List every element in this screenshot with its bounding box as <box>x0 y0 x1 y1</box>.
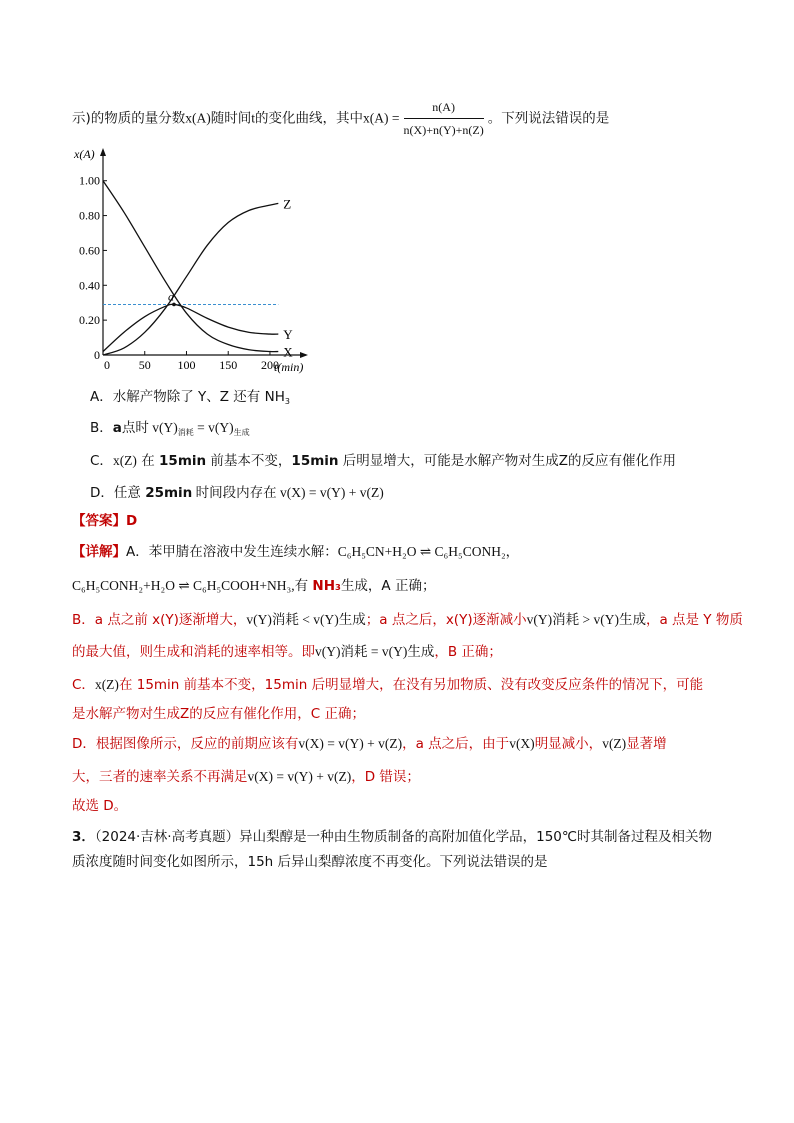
explain-7a: D．根据图像所示，反应的前期应该有 <box>72 736 299 752</box>
x-axis-arrow <box>300 352 308 358</box>
explain-line-3 <box>72 611 743 629</box>
point-a-label: a <box>167 289 174 304</box>
intro-text-4: 。下列说法错误的是 <box>487 110 610 127</box>
option-b-sub1: 消耗 <box>177 428 194 437</box>
y-tick-label: 0.80 <box>79 208 100 223</box>
explain-5a: C． <box>72 677 95 693</box>
answer-label: 【答案】 <box>72 513 126 529</box>
explain-8c: ，D 错误； <box>351 769 420 785</box>
q3-line-1 <box>72 828 712 846</box>
explain-7d: v(X) <box>509 736 535 751</box>
intro-text-2: 随时间 <box>210 110 252 127</box>
x-tick-label: 50 <box>138 358 151 372</box>
explain-8a: 大，三者的速率关系不再满足 <box>72 769 248 785</box>
explain-line-1 <box>72 543 519 561</box>
explain-1a: A．苯甲腈在溶液中发生连续水解： <box>126 544 338 560</box>
y-tick-label: 1.00 <box>79 173 100 188</box>
explain-9: 故选 D。 <box>72 798 128 814</box>
explain-7b: v(X) = v(Y) + v(Z) <box>298 736 403 751</box>
option-b-prefix: B． <box>90 420 113 436</box>
answer-line <box>72 512 137 530</box>
explain-3d: v(Y)消耗 > v(Y)生成 <box>526 612 646 627</box>
mole-fraction-chart <box>70 142 310 374</box>
option-c-text3: 后明显增大，可能是水解产物对生成Z的反应有催化作用 <box>338 453 677 469</box>
option-b-text: 点时 v(Y) <box>121 420 178 435</box>
explain-line-8 <box>72 768 420 786</box>
option-a-sub: 3 <box>284 397 290 406</box>
series-x-label: X <box>283 344 293 360</box>
option-c-text2: 前基本不变， <box>206 453 292 469</box>
fraction-numerator: n(A) <box>404 98 484 119</box>
option-d-text: 时间段内存在 v(X) = v(Y) + v(Z) <box>192 485 384 500</box>
intro-text: 示)的物质的量分数 <box>72 110 186 127</box>
explain-3c: ；a 点之后，x(Y)逐渐减小 <box>365 612 527 628</box>
y-axis-label: x(A) <box>74 147 95 161</box>
explain-1b: C₆H₅CN+H₂O ⇌ C₆H₅CONH₂， <box>337 544 520 559</box>
x-tick-label: 150 <box>219 358 238 372</box>
explain-2c: 生成，A 正确； <box>340 578 436 594</box>
option-a-text: A．水解产物除了 Y、Z 还有 NH <box>90 389 285 405</box>
intro-t: t <box>251 110 256 126</box>
explain-3e: ，a 点是 Y 物质 <box>645 612 743 628</box>
explain-2b: 有 <box>294 578 313 594</box>
explain-4c: ，B 正确； <box>434 644 502 660</box>
explain-line-4 <box>72 643 502 661</box>
series-y-label: Y <box>283 327 293 343</box>
explain-line-6 <box>72 705 365 723</box>
explain-4b: v(Y)消耗 = v(Y)生成 <box>315 644 435 659</box>
explain-3a: B．a 点之前 x(Y)逐渐增大， <box>72 612 247 628</box>
explain-3b: v(Y)消耗 < v(Y)生成 <box>246 612 366 627</box>
answer-value: D <box>126 513 138 529</box>
explain-line-9 <box>72 797 127 815</box>
option-c-prefix: C． <box>90 453 113 469</box>
eq-lhs: x(A) = <box>363 110 400 126</box>
fraction-denominator: n(X)+n(Y)+n(Z) <box>403 123 484 137</box>
explain-line-7 <box>72 735 667 753</box>
option-c-x: x(Z) <box>112 453 137 468</box>
option-c-time2: 15min <box>291 453 339 469</box>
y-tick-label: 0.60 <box>79 243 100 258</box>
chart-labels <box>73 147 303 374</box>
option-b-point: a <box>112 420 122 436</box>
series-x-line <box>103 181 278 352</box>
explain-4a: 的最大值，则生成和消耗的速率相等。即 <box>72 644 315 660</box>
explain-7g: 显著增 <box>626 736 667 752</box>
explain-8b: v(X) = v(Y) + v(Z) <box>247 769 352 784</box>
option-c-text1: 在 <box>136 453 160 469</box>
q3-text-2: 质浓度随时间变化如图所示，15h 后异山梨醇浓度不再变化。下列说法错误的是 <box>72 854 548 870</box>
option-a <box>90 385 290 406</box>
intro-xA: x(A) <box>185 110 211 126</box>
y-tick-label: 0.40 <box>79 278 100 293</box>
q3-text-1: 异山梨醇是一种由生物质制备的高附加值化学品，150℃时其制备过程及相关物 <box>239 829 713 845</box>
intro-line <box>72 98 609 139</box>
explain-line-5 <box>72 676 703 694</box>
q3-line-2 <box>72 853 548 871</box>
chart-ticks <box>79 174 279 372</box>
series-z-label: Z <box>283 196 292 212</box>
explain-label: 【详解】 <box>72 544 126 560</box>
option-b <box>90 416 250 438</box>
option-d-prefix: D．任意 <box>90 485 146 501</box>
explain-7f: v(Z) <box>602 736 627 751</box>
explain-line-2 <box>72 577 435 595</box>
y-tick-label: 0.20 <box>79 313 100 328</box>
option-b-eq: = v(Y) <box>193 420 234 435</box>
y-axis-arrow <box>100 148 106 156</box>
y-tick-label: 0 <box>94 348 100 362</box>
x-tick-label: 200 <box>260 358 279 372</box>
explain-2a: C₆H₅CONH₂+H₂O ⇌ C₆H₅COOH+NH₃, <box>72 578 295 593</box>
explain-7c: ，a 点之后，由于 <box>402 736 510 752</box>
explain-7e: 明显减小， <box>534 736 603 752</box>
option-c-time1: 15min <box>159 453 207 469</box>
option-d <box>90 481 384 501</box>
explain-2-nh3: NH₃ <box>312 578 341 594</box>
x-axis-label: t(min) <box>274 360 304 374</box>
x-tick-label: 0 <box>104 358 110 372</box>
explain-6: 是水解产物对生成Z的反应有催化作用，C 正确； <box>72 706 365 722</box>
explain-5c: 在 15min 前基本不变，15min 后明显增大，在没有另加物质、没有改变反应条件的情况下，可能 <box>118 677 704 693</box>
option-d-time: 25min <box>145 485 193 501</box>
q3-number: 3． <box>72 829 95 845</box>
fraction <box>404 98 484 139</box>
intro-text-3: 的变化曲线，其中 <box>255 110 364 127</box>
x-tick-label: 100 <box>177 358 196 372</box>
explain-5b: x(Z) <box>94 677 119 692</box>
option-c <box>90 449 676 469</box>
chart-series <box>103 181 278 355</box>
option-b-sub2: 生成 <box>233 428 250 437</box>
q3-source: （2024·吉林·高考真题） <box>94 829 240 845</box>
